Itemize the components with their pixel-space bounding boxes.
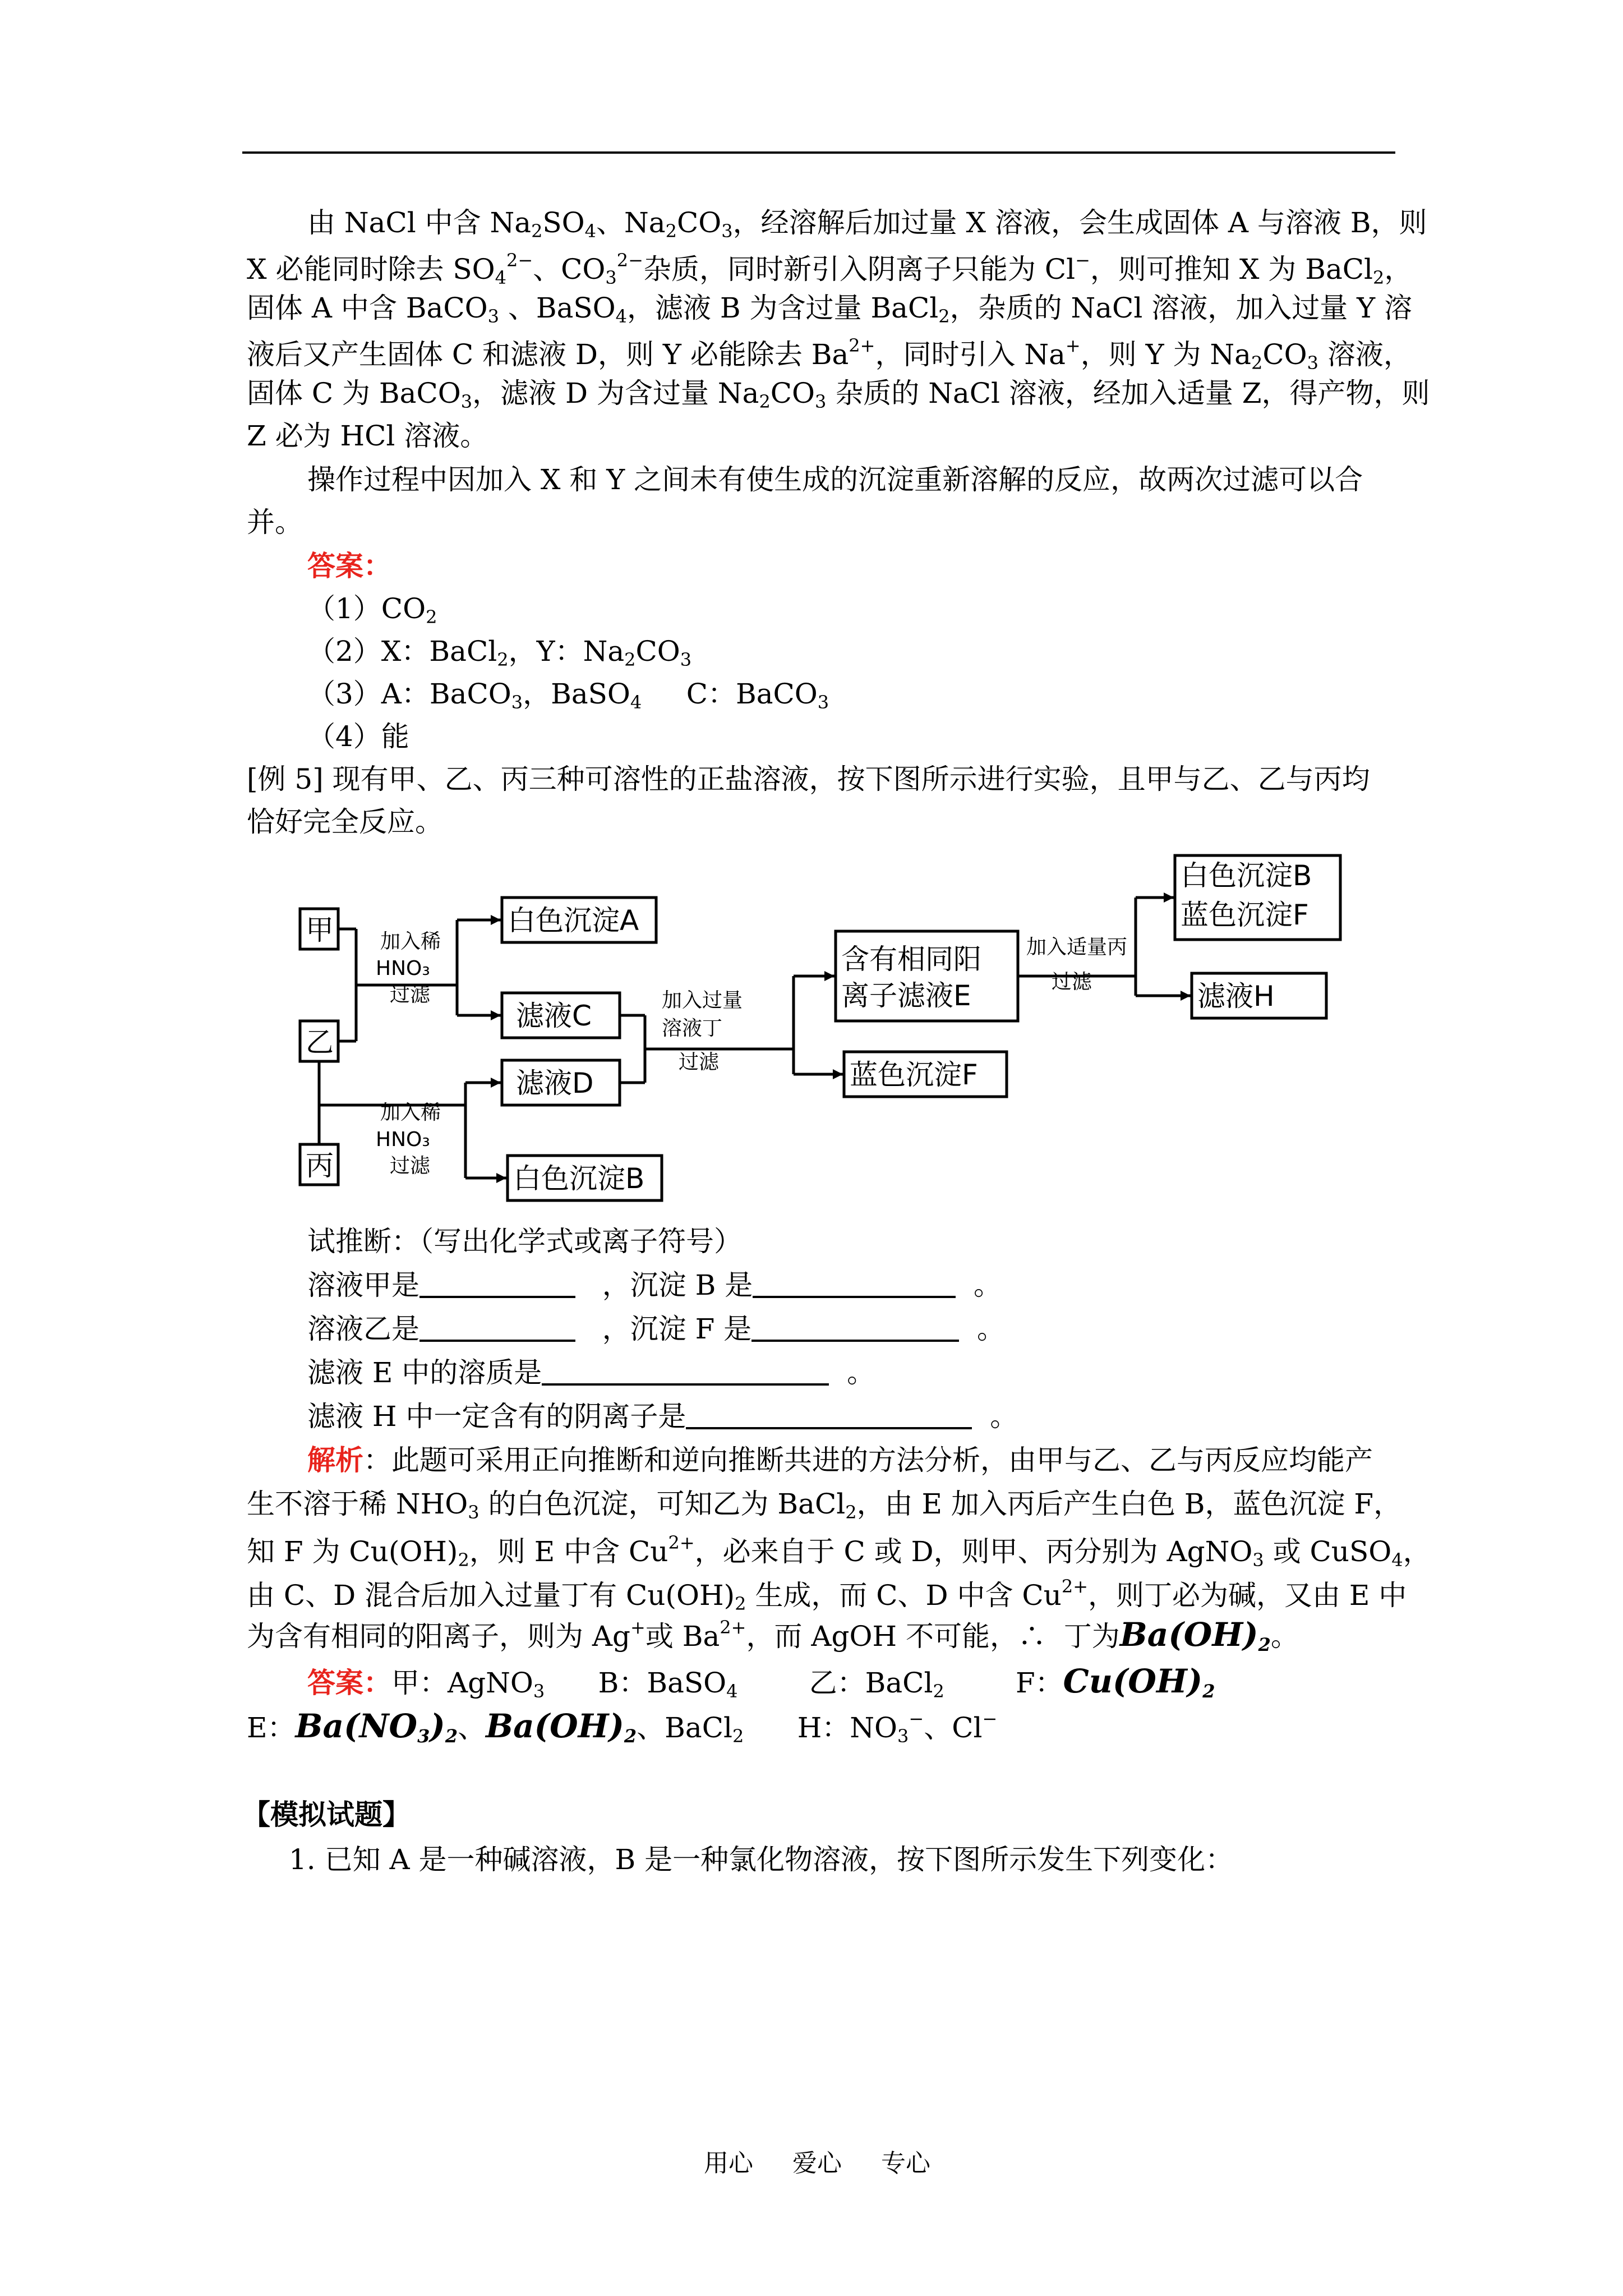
flow-diagram	[297, 841, 1363, 1212]
label-precipitate-a: 白色沉淀A	[508, 904, 639, 937]
text-line: 固体 A 中含 BaCO$_3$ 、BaSO$_4$，滤液 B 为含过量 BaCl$_2$，杂质的 NaCl 溶液，加入过量 Y 溶	[247, 292, 1412, 327]
label-hno3: HNO₃	[376, 1128, 430, 1151]
answer-label: 答案：	[307, 549, 391, 582]
text-line: 并。	[247, 506, 303, 539]
answer-blank[interactable]	[686, 1402, 972, 1429]
example-title: [例 5] 现有甲、乙、丙三种可溶性的正盐溶液，按下图所示进行实验，且甲与乙、乙与丙均	[247, 763, 1370, 795]
label-yi: 乙	[306, 1026, 334, 1059]
question-3: 滤液 E 中的溶质是 。	[307, 1356, 875, 1389]
text-line: 操作过程中因加入 X 和 Y 之间未有使生成的沉淀重新溶解的反应，故两次过滤可以合	[307, 463, 1363, 496]
answer-blank[interactable]	[419, 1315, 575, 1342]
instruction: 试推断：（写出化学式或离子符号）	[307, 1225, 742, 1258]
label-filtrate-e-1: 含有相同阳	[841, 943, 981, 976]
analysis-line: 知 F 为 $Cu(OH)_2$，则 E 中含 $Cu^{2+}$，必来自于 C 或 D，则甲、丙分别为 AgNO$_3$ 或 CuSO$_4$，	[247, 1532, 1431, 1571]
answer-blank[interactable]	[542, 1359, 829, 1386]
label-f: 蓝色沉淀F	[1181, 899, 1309, 931]
analysis-line: 为含有相同的阳离子，则为 Ag+或 $Ba^{2+}$，而 AgOH 不可能，∴ 丁为$Ba(OH)_2$。	[247, 1616, 1299, 1655]
analysis-line: 生不溶于稀 $NHO_3$ 的白色沉淀，可知乙为 BaCl$_2$，由 E 加入丙后产生白色 B，蓝色沉淀 F，	[247, 1488, 1402, 1523]
label-ding-solution: 溶液丁	[662, 1017, 723, 1040]
header-rule	[242, 151, 1395, 154]
answer-line: E：$Ba(NO_3)_2$、$Ba(OH)_2$、BaCl$_2$ H：$NO_3^-$、Cl−	[247, 1707, 998, 1747]
label-add-ding: 加入过量	[662, 989, 743, 1012]
answer-item: $(1)CO_2$	[307, 592, 437, 628]
answer-blank[interactable]	[751, 1315, 959, 1342]
label-hno3: HNO₃	[376, 957, 430, 980]
analysis-line: 由 C、D 混合后加入过量丁有 $Cu(OH)_2$ 生成，而 C、D 中含 $Cu^{2+}$，则丁必为碱，又由 E 中	[247, 1576, 1407, 1614]
label-b: 白色沉淀B	[1181, 859, 1312, 892]
label-add-hno3: 加入稀	[380, 1101, 441, 1124]
answer-item: （3）A：BaCO$_3$，BaSO$_4$ C：BaCO$_3$	[307, 678, 829, 713]
label-filtrate-e-2: 离子滤液E	[841, 979, 971, 1012]
label-precipitate-b-low: 白色沉淀B	[513, 1162, 645, 1195]
label-filter: 过滤	[390, 1154, 431, 1177]
answer-blank[interactable]	[753, 1271, 956, 1298]
page-footer: 用心 爱心 专心	[704, 2149, 930, 2178]
section-title: 【模拟试题】	[242, 1798, 411, 1831]
label-filtrate-c: 滤液C	[516, 1000, 592, 1032]
answer-item: （4）能	[307, 720, 409, 753]
label-precipitate-f: 蓝色沉淀F	[850, 1059, 978, 1091]
label-filter: 过滤	[679, 1051, 720, 1074]
text-line: Z 必为 HCl 溶液。	[247, 420, 488, 452]
label-add-hno3: 加入稀	[380, 930, 441, 953]
analysis-label: 解析	[307, 1443, 363, 1476]
label-filtrate-d: 滤液D	[516, 1067, 594, 1099]
text-line: 由 NaCl 中含 $Na_2SO_4$、$Na_2CO_3$，经溶解后加过量 X 溶液，会生成固体 A 与溶液 B，则	[307, 206, 1427, 242]
simulation-question: 1. 已知 A 是一种碱溶液，B 是一种氯化物溶液，按下图所示发生下列变化：	[289, 1843, 1234, 1876]
text-line: X 必能同时除去 $SO_4^{2-}$、$CO_3^{2-}$杂质，同时新引入阴离子只能为 Cl−，则可推知 X 为 BaCl$_2$，	[247, 250, 1413, 288]
question-2: 溶液乙是 ，沉淀 F 是 。	[307, 1313, 1005, 1345]
text-line: 恰好完全反应。	[247, 806, 443, 838]
question-1: 溶液甲是 ，沉淀 B 是 。	[307, 1269, 1002, 1301]
label-filter: 过滤	[390, 983, 431, 1006]
text-line: 液后又产生固体 C 和滤液 D，则 Y 必能除去 $Ba^{2+}$，同时引入 Na+，则 Y 为 $Na_2CO_3$ 溶液，	[247, 335, 1412, 374]
answer-line: 答案：甲：AgNO$_3$ B：BaSO$_4$ 乙：BaCl$_2$ F：$Cu(OH)_2$	[307, 1662, 1215, 1702]
label-filtrate-h: 滤液H	[1197, 980, 1275, 1013]
label-add-bing: 加入适量丙	[1026, 936, 1128, 959]
label-jia: 甲	[306, 914, 334, 946]
analysis-line: 解析：此题可采用正向推断和逆向推断共进的方法分析，由甲与乙、乙与丙反应均能产	[307, 1443, 1373, 1476]
answer-label: 答案：	[307, 1666, 391, 1699]
question-4: 滤液 H 中一定含有的阴离子是 。	[307, 1400, 1018, 1433]
answer-blank[interactable]	[419, 1271, 575, 1298]
text-line: 固体 C 为 BaCO$_3$，滤液 D 为含过量 $Na_2CO_3$ 杂质的 NaCl 溶液，经加入适量 Z，得产物，则	[247, 377, 1430, 412]
label-bing: 丙	[306, 1149, 334, 1182]
label-filter: 过滤	[1052, 970, 1092, 993]
answer-item: （2）X：BaCl$_2$，Y：$Na_2CO_3$	[307, 635, 692, 670]
